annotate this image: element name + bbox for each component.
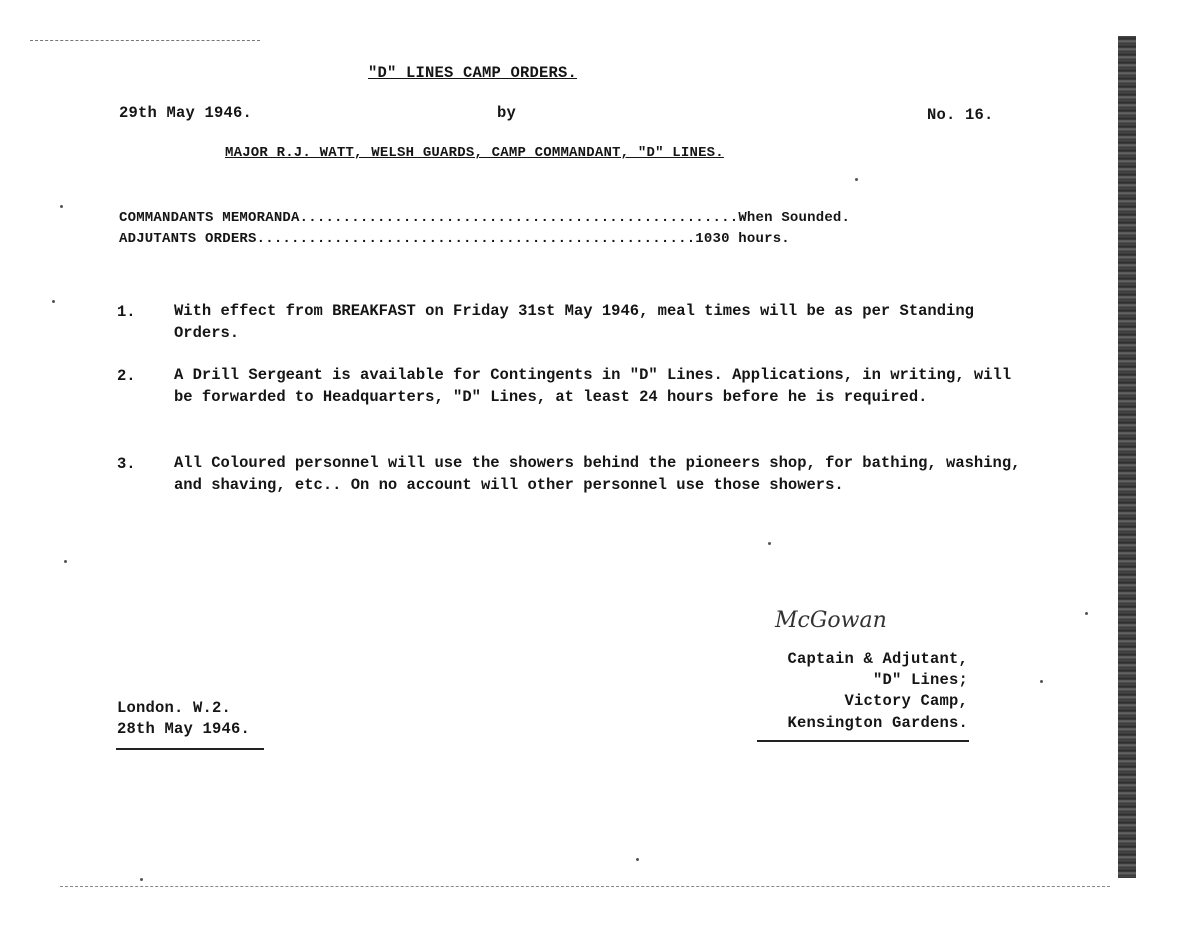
- orders-value: 1030 hours.: [695, 231, 790, 247]
- signature-rule: [757, 740, 969, 742]
- issue-date: 29th May 1946.: [119, 104, 253, 122]
- scan-speck: [855, 178, 858, 181]
- orders-row: [119, 231, 790, 247]
- item-text: With effect from BREAKFAST on Friday 31st May 1946, meal times will be as per Standing Orders.: [174, 302, 974, 342]
- scan-speck: [140, 878, 143, 881]
- memoranda-label: COMMANDANTS MEMORANDA: [119, 210, 300, 226]
- memoranda-row: [119, 210, 850, 226]
- item-text: All Coloured personnel will use the showers behind the pioneers shop, for bathing, washing, and shaving, etc.. On no account will other personnel use those showers.: [174, 454, 1021, 494]
- issuer-line: MAJOR R.J. WATT, WELSH GUARDS, CAMP COMMANDANT, "D" LINES.: [225, 145, 724, 161]
- document-heading: "D" LINES CAMP ORDERS.: [368, 64, 578, 82]
- by-label: by: [497, 104, 517, 122]
- leader-dots: ...................................................: [256, 231, 696, 247]
- memoranda-value: When Sounded.: [738, 210, 851, 226]
- scan-speck: [64, 560, 67, 563]
- scan-speck: [768, 542, 771, 545]
- scan-speck: [1040, 680, 1043, 683]
- item-number: 1.: [117, 303, 136, 321]
- orders-label: ADJUTANTS ORDERS: [119, 231, 257, 247]
- footer-date: 28th May 1946.: [117, 720, 251, 738]
- scan-speck: [1085, 612, 1088, 615]
- scan-speck: [52, 300, 55, 303]
- scan-speck: [636, 858, 639, 861]
- signatory-title: Captain & Adjutant,: [787, 650, 968, 668]
- item-text: A Drill Sergeant is available for Contingents in "D" Lines. Applications, in writing, will be forwarded to Headquarters, "D" Lines, at least 24 hours before he is required.: [174, 366, 1012, 406]
- signatory-unit: "D" Lines;: [872, 671, 968, 689]
- order-number: No. 16.: [927, 106, 994, 124]
- item-number: 2.: [117, 367, 136, 385]
- handwritten-signature: McGowan: [775, 608, 887, 633]
- item-number: 3.: [117, 455, 136, 473]
- scan-artifact-top: [30, 40, 260, 41]
- scan-artifact-bottom: [60, 886, 1110, 887]
- signatory-camp: Victory Camp,: [844, 692, 968, 710]
- signatory-location: Kensington Gardens.: [787, 714, 968, 732]
- leader-dots: ...................................................: [299, 210, 739, 226]
- scan-speck: [60, 205, 63, 208]
- place: London. W.2.: [117, 699, 232, 717]
- footer-rule: [116, 748, 264, 750]
- scan-edge-shadow: [1118, 36, 1136, 878]
